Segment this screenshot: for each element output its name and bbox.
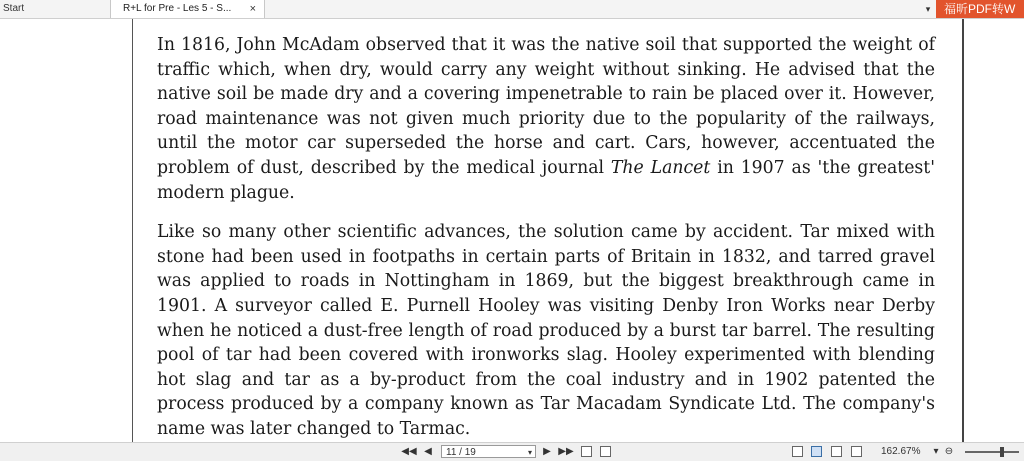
zoom-slider-handle[interactable] (1000, 447, 1004, 457)
document-page (157, 33, 935, 442)
paragraph-1 (157, 33, 935, 205)
page-border-right (962, 19, 964, 442)
document-viewport[interactable] (0, 19, 1024, 442)
zoom-level[interactable]: 162.67% (881, 446, 921, 457)
tab-start[interactable] (0, 0, 110, 18)
prev-page-icon[interactable]: ◀ (424, 446, 432, 457)
paragraph-1-journal-title: The Lancet (610, 157, 711, 178)
paragraph-1-text-b: in 1907 as 'the greatest' modern plague. (157, 157, 935, 203)
first-page-icon[interactable]: ◀◀ (401, 446, 417, 457)
continuous-view-icon[interactable] (811, 446, 822, 457)
page-border-left (132, 19, 133, 442)
continuous-facing-view-icon[interactable] (851, 446, 862, 457)
tab-start-label: Start (3, 3, 25, 14)
zoom-out-icon[interactable]: ⊖ (944, 446, 954, 457)
facing-view-icon[interactable] (831, 446, 842, 457)
last-page-icon[interactable]: ▶▶ (558, 446, 574, 457)
page-dropdown-icon[interactable]: ▾ (527, 448, 532, 457)
status-bar (0, 442, 1024, 461)
tab-list-menu-icon[interactable]: ▾ (925, 4, 931, 14)
close-icon[interactable]: × (249, 3, 256, 15)
single-page-view-icon[interactable] (792, 446, 803, 457)
tab-document-label: R+L for Pre - Les 5 - S... (123, 3, 232, 14)
previous-view-icon[interactable] (581, 446, 592, 457)
paragraph-1-text-a: In 1816, John McAdam observed that it was the native soil that supported the weight of traffic which, when dry, would carry any weight without sinking. He advised that the native soil be made dry and a covering impenetrable to rain be placed over it. However, road maintenance was not given much priority due to the popularity of the railways, until the motor car superseded the horse and cart. Cars, however, accentuated the problem of dust, described by the medical journal (157, 35, 935, 178)
page-number-value: 11 / 19 (446, 447, 476, 458)
page-number-input[interactable] (441, 445, 536, 458)
tab-bar (0, 0, 1024, 19)
zoom-slider[interactable] (965, 451, 1019, 453)
tab-document[interactable] (110, 0, 265, 18)
paragraph-2: Like so many other scientific advances, the solution came by accident. Tar mixed with stone had been used in footpaths in certain parts of Britain in 1832, and tarred gravel was applied to roads in Nottingham in 1869, but the biggest breakthrough came in 1901. A surveyor called E. Purnell Hooley was visiting Denby Iron Works near Derby when he noticed a dust-free length of road produced by a burst tar barrel. The resulting pool of tar had been covered with ironworks slag. Hooley experimented with blending hot slag and tar as a by-product from the coal industry and in 1902 patented the process produced by a company known as Tar Macadam Syndicate Ltd. The company's name was later changed to Tarmac. (157, 222, 935, 439)
pdf-convert-promo-button[interactable]: 福昕PDF转W (936, 0, 1024, 18)
next-view-icon[interactable] (600, 446, 611, 457)
next-page-icon[interactable]: ▶ (543, 446, 551, 457)
zoom-menu-icon[interactable]: ▾ (933, 446, 939, 457)
